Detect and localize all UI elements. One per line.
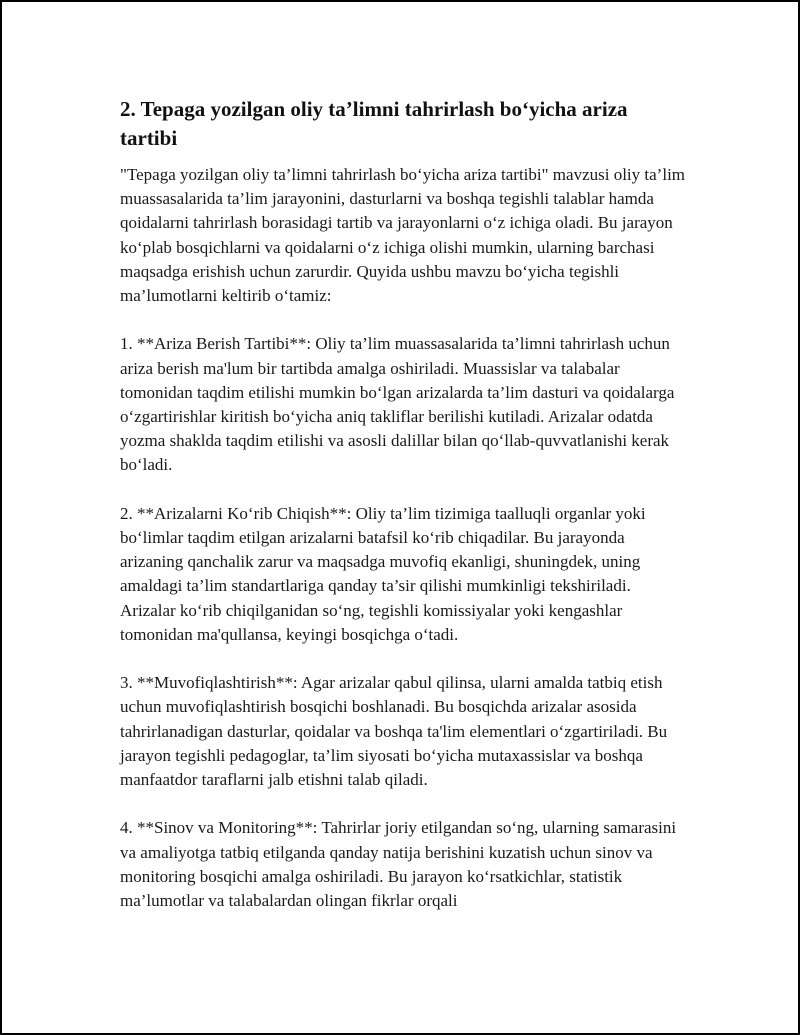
- paragraph-ariza-berish-tartibi: 1. **Ariza Berish Tartibi**: Oliy ta’lim muassasalarida ta’limni tahrirlash uchun ariza berish ma'lum bir tartibda amalga oshiriladi. Muassislar va talabalar tomonidan taqdim etilishi mumkin bo‘lgan arizalarda ta’lim dasturi va qoidalarga o‘zgartirishlar kiritish bo‘yicha aniq takliflar berilishi kutiladi. Arizalar odatda yozma shaklda taqdim etilishi va asosli dalillar bilan qo‘llab-quvvatlanishi kerak bo‘ladi.: [120, 334, 675, 475]
- section-heading: 2. Tepaga yozilgan oliy ta’limni tahrirlash bo‘yicha ariza tartibi: [120, 97, 628, 150]
- paragraph-arizalarni-korib-chiqish: 2. **Arizalarni Ko‘rib Chiqish**: Oliy ta’lim tizimiga taalluqli organlar yoki bo‘limlar taqdim etilgan arizalarni batafsil ko‘rib chiqadilar. Bu jarayonda arizaning qanchalik zarur va maqsadga muvofiq ekanligi, shuningdek, uning amaldagi ta’lim standartlariga qanday ta’sir qilishi mumkinligi tekshiriladi. Arizalar ko‘rib chiqilganidan so‘ng, tegishli komissiyalar yoki kengashlar tomonidan ma'qullansa, keyingi bosqichga o‘tadi.: [120, 503, 646, 644]
- paragraph-muvofiqlashtirish: 3. **Muvofiqlashtirish**: Agar arizalar qabul qilinsa, ularni amalda tatbiq etish uchun muvofiqlashtirish bosqichi boshlanadi. Bu bosqichda arizalar asosida tahrirlanadigan dasturlar, qoidalar va boshqa ta'lim elementlari o‘zgartiriladi. Bu jarayon tegishli pedagoglar, ta’lim siyosati bo‘yicha mutaxassislar va boshqa manfaatdor taraflarni jalb etishni talab qiladi.: [120, 673, 668, 790]
- document-body: [120, 95, 686, 937]
- paragraph-sinov-va-monitoring: 4. **Sinov va Monitoring**: Tahrirlar joriy etilgandan so‘ng, ularning samarasini va amaliyotga tatbiq etilganda qanday natija berishini kuzatish uchun sinov va monitoring bosqichi amalga oshiriladi. Bu jarayon ko‘rsatkichlar, statistik ma’lumotlar va talabalardan olingan fikrlar orqali: [120, 818, 677, 911]
- intro-paragraph: "Tepaga yozilgan oliy ta’limni tahrirlash bo‘yicha ariza tartibi" mavzusi oliy ta’lim muassasalarida ta’lim jarayonini, dasturlarni va boshqa tegishli talablar hamda qoidalarni tahrirlash borasidagi tartib va jarayonlarni o‘z ichiga oladi. Bu jarayon ko‘plab bosqichlarni va qoidalarni o‘z ichiga olishi mumkin, ularning barchasi maqsadga erishish uchun zarurdir. Quyida ushbu mavzu bo‘yicha tegishli ma’lumotlarni keltirib o‘tamiz:: [120, 165, 686, 306]
